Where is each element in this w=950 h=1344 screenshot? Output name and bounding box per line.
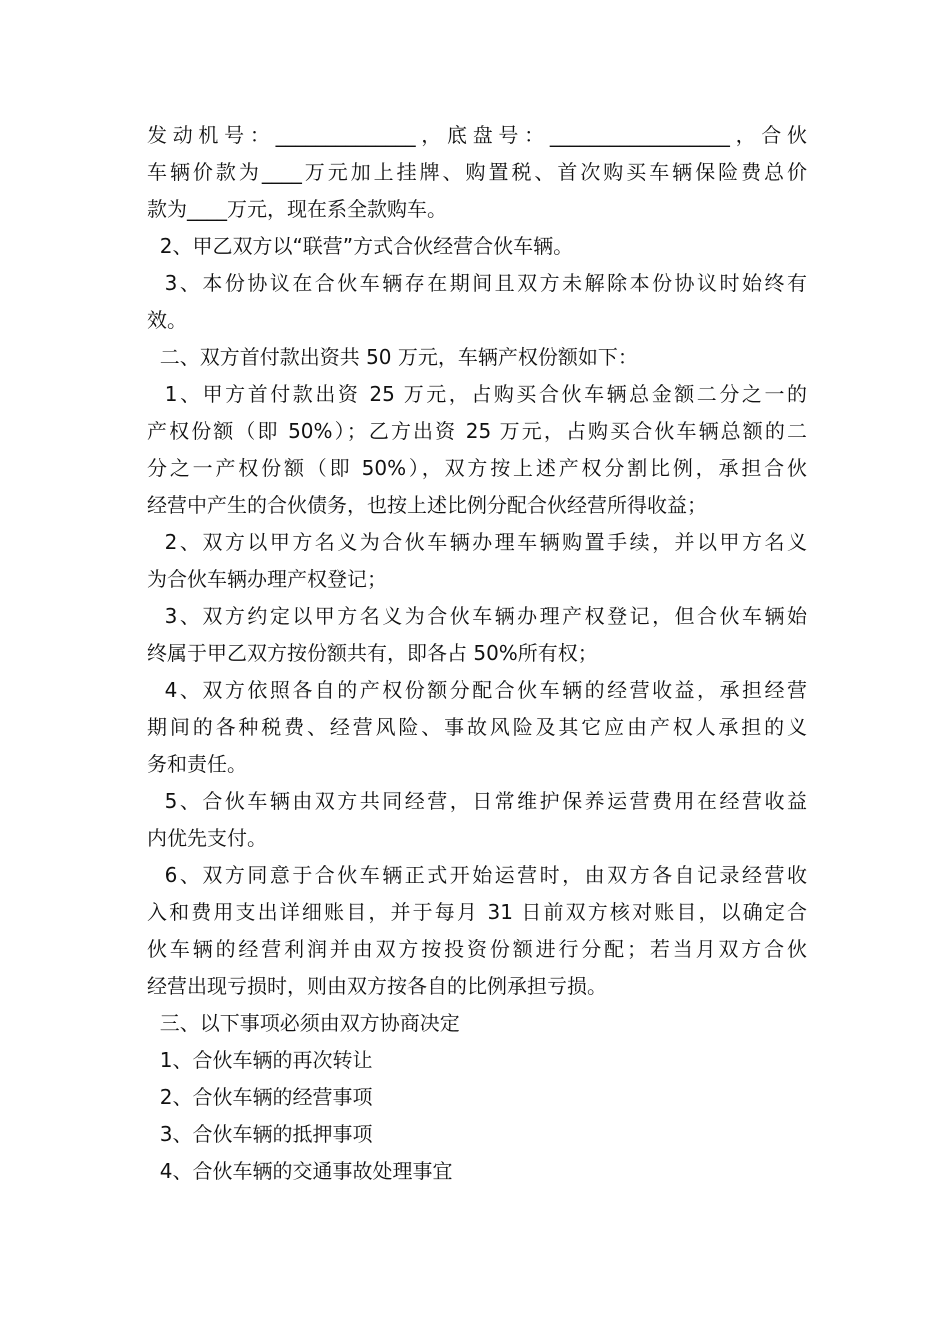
paragraph-line: 效。 (147, 308, 187, 332)
paragraph-line: 内优先支付。 (147, 826, 267, 850)
section-heading: 三、以下事项必须由双方协商决定 (147, 1011, 460, 1035)
paragraph-line: 期间的各种税费、经营风险、事故风险及其它应由产权人承担的义 (147, 715, 807, 739)
paragraph-line: 3、双方约定以甲方名义为合伙车辆办理产权登记，但合伙车辆始 (147, 604, 807, 628)
paragraph-line: 为合伙车辆办理产权登记； (147, 567, 387, 591)
paragraph-line: 分之一产权份额（即 50%），双方按上述产权分割比例，承担合伙 (147, 456, 807, 480)
paragraph-line: 3、本份协议在合伙车辆存在期间且双方未解除本份协议时始终有 (147, 271, 807, 295)
paragraph-line: 经营出现亏损时，则由双方按各自的比例承担亏损。 (147, 974, 607, 998)
list-item: 2、合伙车辆的经营事项 (147, 1085, 373, 1109)
document-body (147, 117, 807, 1190)
paragraph-line: 5、合伙车辆由双方共同经营，日常维护保养运营费用在经营收益 (147, 789, 807, 813)
paragraph-line: 2、甲乙双方以“联营”方式合伙经营合伙车辆。 (147, 234, 574, 258)
paragraph-line: 终属于甲乙双方按份额共有，即各占 50%所有权； (147, 641, 598, 665)
list-item: 1、合伙车辆的再次转让 (147, 1048, 373, 1072)
list-item: 3、合伙车辆的抵押事项 (147, 1122, 373, 1146)
paragraph-line: 产权份额（即 50%）；乙方出资 25 万元，占购买合伙车辆总额的二 (147, 419, 807, 443)
paragraph-line: 伙车辆的经营利润并由双方按投资份额进行分配；若当月双方合伙 (147, 937, 807, 961)
paragraph-line: 4、双方依照各自的产权份额分配合伙车辆的经营收益，承担经营 (147, 678, 807, 702)
paragraph-line: 入和费用支出详细账目，并于每月 31 日前双方核对账目，以确定合 (147, 900, 807, 924)
paragraph-line: 2、双方以甲方名义为合伙车辆办理车辆购置手续，并以甲方名义 (147, 530, 807, 554)
paragraph-line: 发动机号：______________，底盘号：__________________，合伙 (147, 123, 807, 147)
paragraph-line: 车辆价款为____万元加上挂牌、购置税、首次购买车辆保险费总价 (147, 160, 807, 184)
paragraph-line: 6、双方同意于合伙车辆正式开始运营时，由双方各自记录经营收 (147, 863, 807, 887)
paragraph-line: 1、甲方首付款出资 25 万元，占购买合伙车辆总金额二分之一的 (147, 382, 807, 406)
section-heading: 二、双方首付款出资共 50 万元，车辆产权份额如下： (147, 345, 638, 369)
paragraph-line: 务和责任。 (147, 752, 247, 776)
list-item: 4、合伙车辆的交通事故处理事宜 (147, 1159, 453, 1183)
paragraph-line: 经营中产生的合伙债务，也按上述比例分配合伙经营所得收益； (147, 493, 707, 517)
paragraph-line: 款为____万元，现在系全款购车。 (147, 197, 447, 221)
